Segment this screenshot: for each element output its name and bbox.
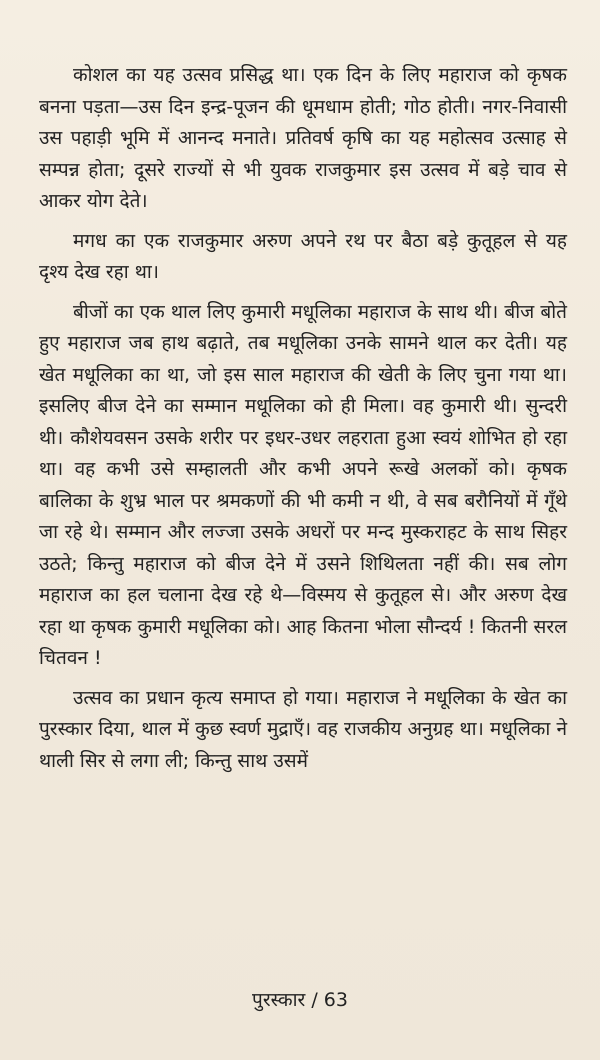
body-text: [39, 60, 567, 785]
paragraph-3: बीजों का एक थाल लिए कुमारी मधूलिका महाराज के साथ थी। बीज बोते हुए महाराज जब हाथ बढ़ाते, तब मधूलिका उनके सामने थाल कर देती। यह खेत मधूलिका का था, जो इस साल महाराज की खेती के लिए चुना गया था। इसलिए बीज देने का सम्मान मधूलिका को ही मिला। वह कुमारी थी। सुन्दरी थी। कौशेयवसन उसके शरीर पर इधर-उधर लहराता हुआ स्वयं शोभित हो रहा था। वह कभी उसे सम्हालती और कभी अपने रूखे अलकों को। कृषक बालिका के शुभ्र भाल पर श्रमकणों की भी कमी न थी, वे सब बरौनियों में गूँथे जा रहे थे। सम्मान और लज्जा उसके अधरों पर मन्द मुस्कराहट के साथ सिहर उठते; किन्तु महाराज को बीज देने में उसने शिथिलता नहीं की। सब लोग महाराज का हल चलाना देख रहे थे—विस्मय से कुतूहल से। और अरुण देख रहा था कृषक कुमारी मधूलिका को। आह कितना भोला सौन्दर्य ! कितनी सरल चितवन !: [39, 300, 567, 669]
paragraph-2: मगध का एक राजकुमार अरुण अपने रथ पर बैठा बड़े कुतूहल से यह दृश्य देख रहा था।: [39, 229, 567, 283]
paragraph-4: उत्सव का प्रधान कृत्य समाप्त हो गया। महाराज ने मधूलिका के खेत का पुरस्कार दिया, थाल में कुछ स्वर्ण मुद्राएँ। वह राजकीय अनुग्रह था। मधूलिका ने थाली सिर से लगा ली; किन्तु साथ उसमें: [39, 686, 567, 772]
page-footer-folio: पुरस्कार / 63: [252, 989, 348, 1011]
paragraph-1: कोशल का यह उत्सव प्रसिद्ध था। एक दिन के लिए महाराज को कृषक बनना पड़ता—उस दिन इन्द्र-पूजन की धूमधाम होती; गोठ होती। नगर-निवासी उस पहाड़ी भूमि में आनन्द मनाते। प्रतिवर्ष कृषि का यह महोत्सव उत्साह से सम्पन्न होता; दूसरे राज्यों से भी युवक राजकुमार इस उत्सव में बड़े चाव से आकर योग देते।: [39, 64, 567, 212]
